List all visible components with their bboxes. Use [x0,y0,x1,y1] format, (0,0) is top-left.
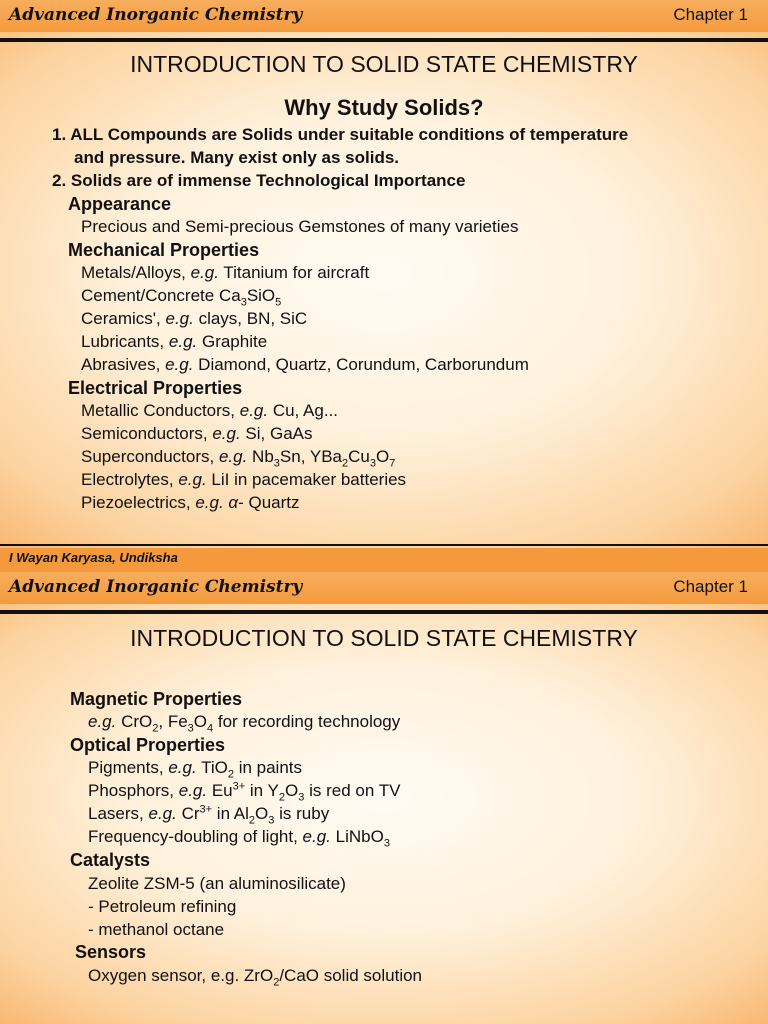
item-oxygen-sensor: Oxygen sensor, e.g. ZrO$_2$/CaO solid solution [88,966,423,989]
item-gemstones: Precious and Semi-precious Gemstones of many varieties [81,217,519,236]
item-electrolytes: Electrolytes, e.g. LiI in pacemaker batteries [81,470,407,489]
heading-sensors: Sensors [75,942,147,962]
item-metals: Metals/Alloys, e.g. Titanium for aircraft [81,263,370,282]
heading-optical: Optical Properties [70,735,226,755]
point-2: 2. Solids are of immense Technological Importance [52,171,466,190]
header-rule [0,610,768,614]
item-ceramics: Ceramics', e.g. clays, BN, SiC [81,309,308,328]
item-lasers: Lasers, e.g. $Cr^{3+}$ in $Al_2O_3$ is ruby [88,803,330,827]
heading-catalysts: Catalysts [70,850,151,870]
slide-2 [0,572,768,1024]
item-phosphors: Phosphors, e.g. $Eu^{3+}$ in $Y_2O_3$ is red on TV [88,780,401,804]
point-1-line-2: and pressure. Many exist only as solids. [74,148,400,167]
heading-electrical: Electrical Properties [68,378,243,398]
slide-subtitle: Why Study Solids? [284,95,484,120]
item-cement: Cement/Concrete $Ca_3SiO_5$ [81,286,282,309]
point-1-line-1: 1. ALL Compounds are Solids under suitable conditions of temperature [52,125,629,144]
course-title: Advanced Inorganic Chemistry [9,577,303,597]
slide-header [0,572,768,604]
heading-mechanical: Mechanical Properties [68,240,260,260]
slide-header [0,0,768,32]
item-abrasives: Abrasives, e.g. Diamond, Quartz, Corundum, Carborundum [81,355,529,374]
heading-appearance: Appearance [68,194,172,214]
item-lubricants: Lubricants, e.g. Graphite [81,332,268,351]
item-zeolite: Zeolite ZSM-5 (an aluminosilicate) [88,874,346,893]
chapter-label: Chapter 1 [673,577,748,596]
chapter-label: Chapter 1 [673,5,748,24]
slide-footer [0,548,768,572]
heading-magnetic: Magnetic Properties [70,689,243,709]
slide-title: INTRODUCTION TO SOLID STATE CHEMISTRY [130,51,638,77]
item-semiconductors: Semiconductors, e.g. Si, GaAs [81,424,313,443]
header-rule [0,38,768,42]
course-title: Advanced Inorganic Chemistry [9,5,303,25]
item-pigments: Pigments, e.g. TiO$_2$ in paints [88,758,303,781]
item-superconductors: Superconductors, e.g. $Nb_3Sn$, $YBa_2Cu_3O_7$ [81,447,396,470]
item-methanol: - methanol octane [88,920,225,939]
item-metallic-conductors: Metallic Conductors, e.g. Cu, Ag... [81,401,339,420]
item-frequency-doubling: Frequency-doubling of light, e.g. LiNbO$_3$ [88,827,390,850]
author-credit: I Wayan Karyasa, Undiksha [9,550,178,565]
item-petroleum: - Petroleum refining [88,897,237,916]
item-recording: e.g. CrO$_2$, $Fe_3O_4$ for recording technology [88,712,401,735]
slide-title: INTRODUCTION TO SOLID STATE CHEMISTRY [130,625,638,651]
item-piezoelectrics: Piezoelectrics, e.g. α- Quartz [81,493,300,512]
footer-rule [0,544,768,546]
